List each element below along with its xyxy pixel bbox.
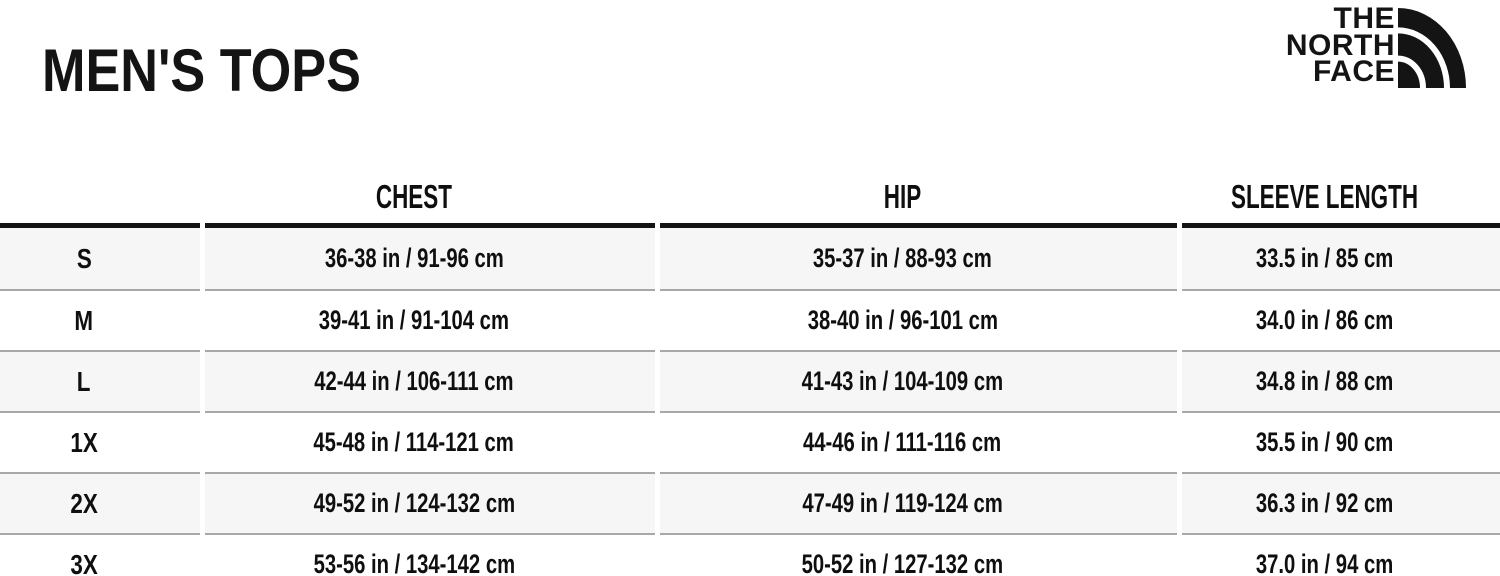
hip-cell — [660, 350, 1177, 411]
hip-cell — [660, 228, 1177, 289]
size-value: 3X — [70, 548, 98, 576]
chest-cell — [205, 350, 655, 411]
size-cell — [0, 350, 200, 411]
hip-value: 38-40 in / 96-101 cm — [807, 305, 998, 335]
chest-value: 42-44 in / 106-111 cm — [314, 366, 514, 396]
hip-value: 47-49 in / 119-124 cm — [802, 488, 1003, 518]
chest-value: 39-41 in / 91-104 cm — [318, 305, 510, 335]
hip-cell — [660, 411, 1177, 472]
chest-value: 49-52 in / 124-132 cm — [313, 488, 515, 518]
half-dome-icon — [1398, 8, 1466, 88]
table-row — [0, 350, 1500, 411]
header-chest-label: CHEST — [375, 178, 453, 215]
hip-cell — [660, 289, 1177, 350]
size-value: S — [76, 242, 92, 274]
size-cell — [0, 411, 200, 472]
sleeve-cell — [1182, 533, 1500, 576]
size-cell — [0, 472, 200, 533]
sleeve-cell — [1182, 228, 1500, 289]
sleeve-value: 34.0 in / 86 cm — [1256, 305, 1394, 335]
header-hip-label: HIP — [883, 178, 922, 215]
table-body — [0, 228, 1500, 576]
page-title: MEN'S TOPS — [42, 37, 361, 104]
sleeve-value: 34.8 in / 88 cm — [1256, 366, 1394, 396]
sleeve-cell — [1182, 350, 1500, 411]
header-sleeve-label: SLEEVE LENGTH — [1231, 178, 1419, 215]
chest-value: 45-48 in / 114-121 cm — [313, 427, 515, 457]
table-header-row — [0, 170, 1500, 228]
sleeve-value: 33.5 in / 85 cm — [1256, 243, 1394, 273]
sleeve-value: 36.3 in / 92 cm — [1256, 488, 1394, 518]
header-chest-cell — [205, 170, 655, 228]
hip-value: 50-52 in / 127-132 cm — [801, 549, 1004, 576]
chest-cell — [205, 533, 655, 576]
hip-value: 41-43 in / 104-109 cm — [801, 366, 1004, 396]
size-cell — [0, 289, 200, 350]
sleeve-cell — [1182, 289, 1500, 350]
hip-cell — [660, 533, 1177, 576]
table-row — [0, 228, 1500, 289]
chest-cell — [205, 411, 655, 472]
size-value: L — [77, 365, 91, 397]
sleeve-value: 35.5 in / 90 cm — [1256, 427, 1394, 457]
chest-cell — [205, 289, 655, 350]
header-size-cell — [0, 170, 200, 228]
north-face-logo — [1280, 0, 1500, 100]
size-value: 1X — [70, 426, 98, 458]
wordmark-line-2: NORTH — [1285, 28, 1395, 62]
hip-value: 44-46 in / 111-116 cm — [803, 427, 1002, 457]
size-cell — [0, 228, 200, 289]
north-face-wordmark — [1285, 2, 1395, 88]
chest-cell — [205, 228, 655, 289]
wordmark-line-3: FACE — [1312, 55, 1395, 88]
wordmark-line-1: THE — [1333, 2, 1395, 35]
sleeve-value: 37.0 in / 94 cm — [1256, 549, 1394, 576]
hip-value: 35-37 in / 88-93 cm — [813, 243, 992, 273]
header-hip-cell — [660, 170, 1177, 228]
sleeve-cell — [1182, 472, 1500, 533]
chest-cell — [205, 472, 655, 533]
size-value: M — [74, 304, 94, 336]
table-row — [0, 472, 1500, 533]
sleeve-cell — [1182, 411, 1500, 472]
chest-value: 53-56 in / 134-142 cm — [313, 549, 515, 576]
size-cell — [0, 533, 200, 576]
header-sleeve-cell — [1182, 170, 1500, 228]
table-row — [0, 411, 1500, 472]
size-table — [0, 170, 1500, 576]
table-row — [0, 533, 1500, 576]
hip-cell — [660, 472, 1177, 533]
chest-value: 36-38 in / 91-96 cm — [324, 243, 504, 273]
table-row — [0, 289, 1500, 350]
size-value: 2X — [70, 487, 98, 519]
